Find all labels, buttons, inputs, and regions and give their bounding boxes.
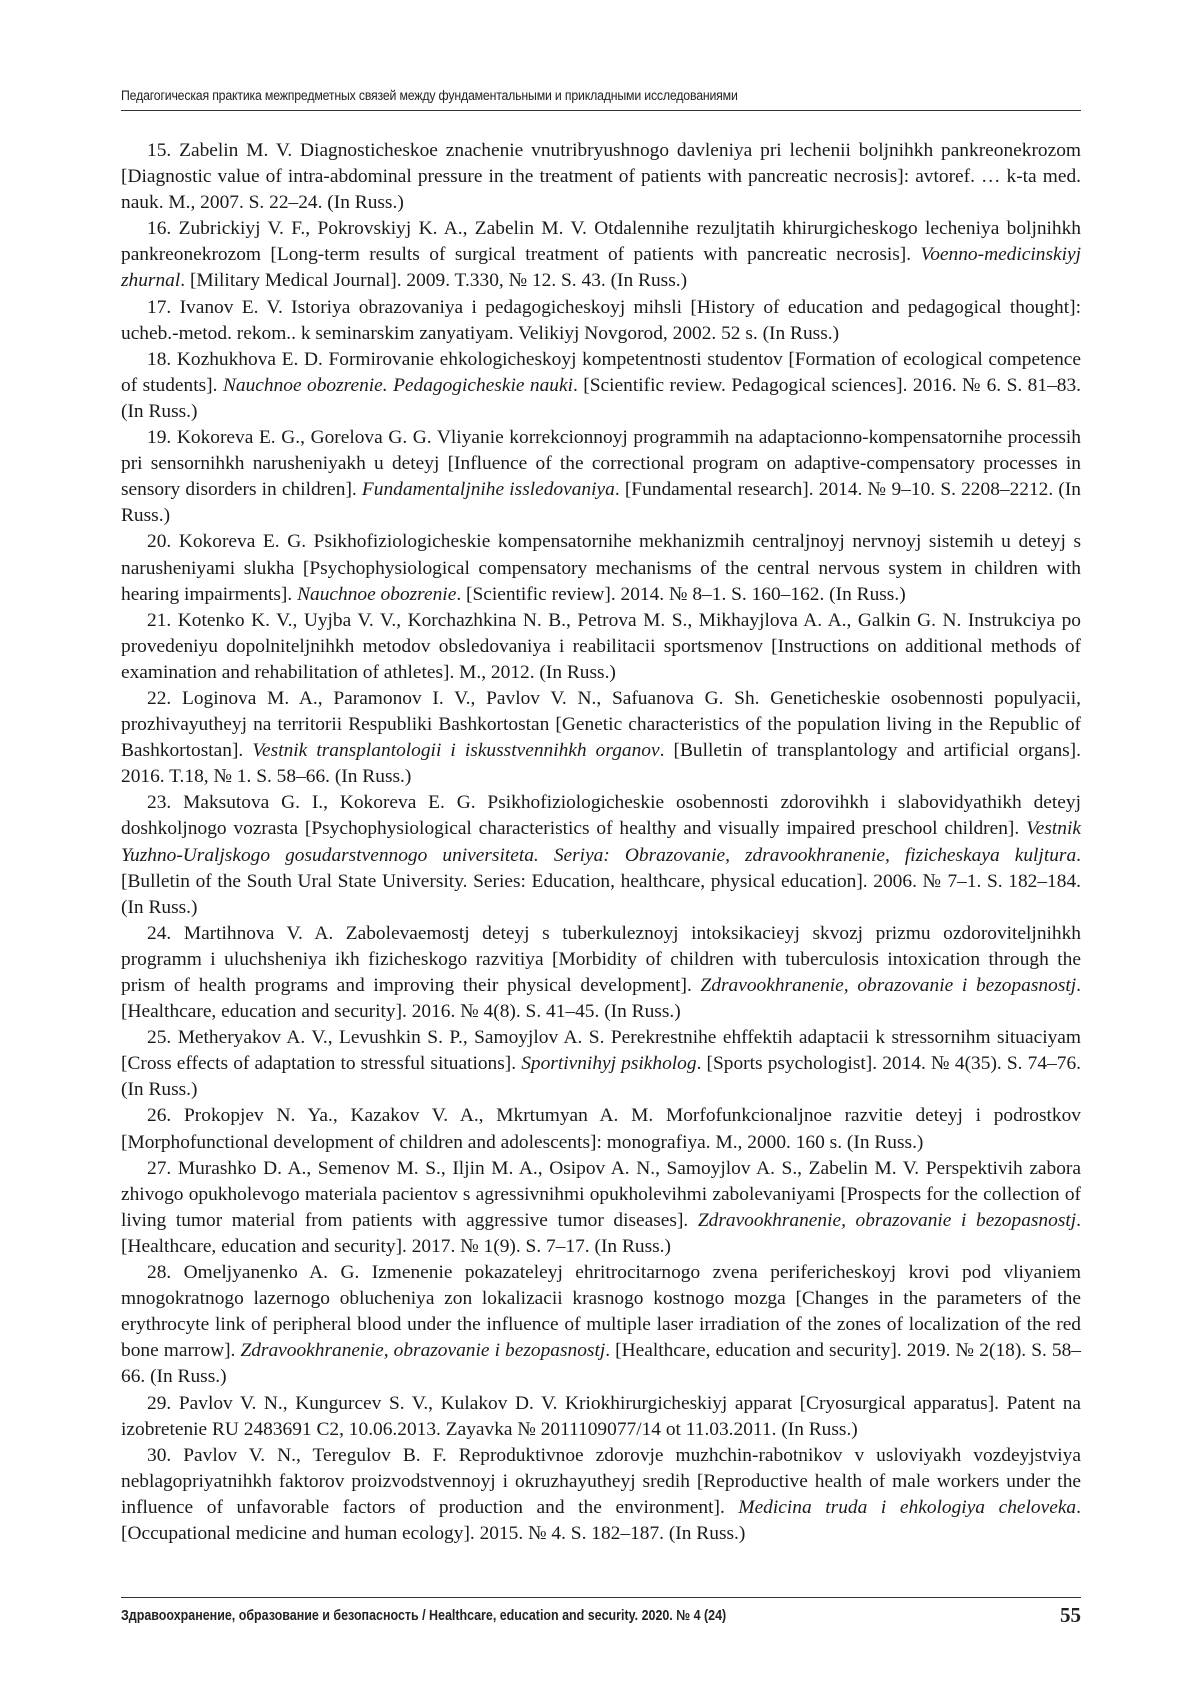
running-header: Педагогическая практика межпредметных связей между фундаментальными и прикладными исследованиями bbox=[121, 88, 738, 103]
reference-item bbox=[121, 686, 1081, 790]
reference-number: 22. bbox=[147, 687, 172, 709]
reference-number: 21. bbox=[147, 609, 172, 631]
reference-text: Maksutova G. I., Kokoreva E. G. Psikhofiziologicheskie osobennosti zdorovihkh i slabovidyathikh deteyj doshkoljnogo vozrasta [Psychophysiological characteristics of healthy and visually impaired preschool children]. bbox=[121, 792, 1081, 840]
reference-item bbox=[121, 1391, 1081, 1443]
header-rule bbox=[121, 110, 1081, 111]
reference-text-tail: . [Healthcare, education and security]. 2017. № 1(9). S. 7–17. (In Russ.) bbox=[121, 1209, 1081, 1257]
reference-number: 16. bbox=[147, 218, 172, 240]
reference-number: 15. bbox=[147, 140, 172, 161]
reference-text-tail: . [Sports psychologist]. 2014. № 4(35). S. 74–76. (In Russ.) bbox=[121, 1053, 1081, 1101]
reference-journal-title: Sportivnihyj psikholog bbox=[521, 1053, 697, 1075]
reference-text: Metheryakov A. V., Levushkin S. P., Samoyjlov A. S. Perekrestnihe ehffektih adaptacii k stressornihm situaciyam [Cross effects of adaptation to stressful situations]. bbox=[121, 1027, 1081, 1075]
reference-number: 24. bbox=[147, 922, 172, 944]
reference-text: Martihnova V. A. Zabolevaemostj deteyj s tuberkuleznoyj intoksikacieyj skvozj prizmu ozdoroviteljnihkh programm i uluchsheniya ikh fizicheskogo razvitiya [Morbidity of children with tuberculosis intoxication through the prism of health programs and improving their physical development]. bbox=[121, 922, 1081, 996]
reference-journal-title: Zdravookhranenie, obrazovanie i bezopasnostj bbox=[697, 1209, 1077, 1231]
reference-journal-title: Zdravookhranenie, obrazovanie i bezopasnostj bbox=[240, 1340, 606, 1362]
reference-number: 23. bbox=[147, 792, 172, 814]
reference-journal-title: Fundamentaljnihe issledovaniya bbox=[361, 479, 615, 501]
reference-text: Kokoreva E. G., Gorelova G. G. Vliyanie korrekcionnoyj programmih na adaptacionno-kompensatornihe processih pri sensornihkh narusheniyakh u deteyj [Influence of the correctional program on adaptive-compensatory processes in sensory disorders in children]. bbox=[121, 427, 1081, 501]
reference-text-tail: . [Healthcare, education and security]. 2016. № 4(8). S. 41–45. (In Russ.) bbox=[121, 975, 1081, 1023]
reference-text: Omeljyanenko A. G. Izmenenie pokazateleyj ehritrocitarnogo zvena perifericheskoyj krovi pod vliyaniem mnogokratnogo lazernogo oblucheniya zon lokalizacii krasnogo kostnogo mozga [Changes in the parameters of the erythrocyte link of peripheral blood under the influence of multiple laser irradiation of the zones of localization of the red bone marrow]. bbox=[121, 1262, 1081, 1362]
reference-journal-title: Zdravookhranenie, obrazovanie i bezopasnostj bbox=[700, 975, 1077, 996]
reference-item bbox=[121, 921, 1081, 1025]
reference-text-tail: . [Bulletin of the South Ural State University. Series: Education, healthcare, physical education]. 2006. № 7–1. S. 182–184. (In Russ.) bbox=[121, 844, 1081, 918]
reference-item bbox=[121, 790, 1081, 920]
reference-number: 25. bbox=[147, 1027, 172, 1049]
reference-text: Zabelin M. V. Diagnosticheskoe znachenie vnutribryushnogo davleniya pri lechenii boljnihkh pankreonekrozom [Diagnostic value of intra-abdominal pressure in the treatment of patients with pancreatic necrosis]: avtoref. … k-ta med. nauk. M., 2007. S. 22–24. (In Russ.) bbox=[121, 140, 1081, 214]
reference-number: 19. bbox=[147, 427, 172, 449]
reference-item bbox=[121, 216, 1081, 294]
reference-list bbox=[121, 138, 1081, 1547]
reference-text: Prokopjev N. Ya., Kazakov V. A., Mkrtumyan A. M. Morfofunkcionaljnoe razvitie deteyj i podrostkov [Morphofunctional development of children and adolescents]: monografiya. M., 2000. 160 s. (In Russ.) bbox=[121, 1105, 1081, 1153]
reference-item bbox=[121, 1156, 1081, 1260]
reference-text: Zubrickiyj V. F., Pokrovskiyj K. A., Zabelin M. V. Otdalennihe rezuljtatih khirurgicheskogo lecheniya boljnihkh pankreonekrozom [Long-term results of surgical treatment of patients with pancreatic necrosis]. bbox=[121, 218, 1081, 266]
reference-text: Kokoreva E. G. Psikhofiziologicheskie kompensatornihe mekhanizmih centraljnoyj nervnoyj sistemih u deteyj s narusheniyami slukha [Psychophysiological compensatory mechanisms of the central nervous system in children with hearing impairments]. bbox=[121, 531, 1081, 605]
reference-text: Kotenko K. V., Uyjba V. V., Korchazhkina N. B., Petrova M. S., Mikhayjlova A. A., Galkin G. N. Instrukciya po provedeniyu dopolniteljnihkh metodov obsledovaniya i reabilitacii sportsmenov [Instructions on additional methods of examination and rehabilitation of athletes]. M., 2012. (In Russ.) bbox=[121, 609, 1081, 683]
reference-text-tail: . [Occupational medicine and human ecology]. 2015. № 4. S. 182–187. (In Russ.) bbox=[121, 1496, 1081, 1544]
reference-item bbox=[121, 425, 1081, 529]
journal-footer: Здравоохранение, образование и безопасность / Healthcare, education and security. 2020. № 4 (24) bbox=[121, 1608, 727, 1624]
reference-text-tail: . [Scientific review. Pedagogical sciences]. 2016. № 6. S. 81–83. (In Russ.) bbox=[121, 374, 1081, 422]
reference-journal-title: Nauchnoe obozrenie. Pedagogicheskie nauki bbox=[222, 374, 573, 396]
reference-text: Ivanov E. V. Istoriya obrazovaniya i pedagogicheskoyj mihsli [History of education and pedagogical thought]: ucheb.-metod. rekom.. k seminarskim zanyatiyam. Velikiyj Novgorod, 2002. 52 s. (In Russ.) bbox=[121, 296, 1081, 344]
reference-journal-title: Voenno-medicinskiyj zhurnal bbox=[121, 244, 1081, 292]
reference-journal-title: Vestnik transplantologii i iskusstvennihkh organov bbox=[252, 740, 660, 762]
reference-text: Murashko D. A., Semenov M. S., Iljin M. A., Osipov A. N., Samoyjlov A. S., Zabelin M. V. Perspektivih zabora zhivogo opukholevogo materiala pacientov s agressivnihmi opukholevihmi zabolevaniyami [Prospects for the collection of living tumor material from patients with aggressive tumor diseases]. bbox=[121, 1157, 1081, 1231]
reference-item bbox=[121, 608, 1081, 686]
reference-number: 27. bbox=[147, 1157, 172, 1179]
reference-text-tail: . [Scientific review]. 2014. № 8–1. S. 160–162. (In Russ.) bbox=[456, 583, 906, 605]
reference-text-tail: . [Healthcare, education and security]. 2019. № 2(18). S. 58–66. (In Russ.) bbox=[121, 1340, 1082, 1388]
reference-item bbox=[121, 529, 1081, 607]
reference-number: 30. bbox=[147, 1444, 172, 1466]
page-number: 55 bbox=[1060, 1603, 1081, 1627]
reference-number: 20. bbox=[147, 531, 172, 553]
reference-item bbox=[121, 1443, 1081, 1547]
reference-text-tail: . [Bulletin of transplantology and artificial organs]. 2016. T.18, № 1. S. 58–66. (In Russ.) bbox=[121, 740, 1081, 788]
reference-item bbox=[121, 138, 1081, 216]
reference-journal-title: Vestnik Yuzhno-Uraljskogo gosudarstvennogo universiteta. Seriya: Obrazovanie, zdravookhranenie, fizicheskaya kuljtura bbox=[121, 818, 1081, 866]
reference-text-tail: . [Military Medical Journal]. 2009. T.330, № 12. S. 43. (In Russ.) bbox=[180, 270, 688, 292]
reference-number: 28. bbox=[147, 1262, 172, 1284]
reference-item bbox=[121, 1260, 1081, 1390]
reference-number: 17. bbox=[147, 296, 172, 318]
reference-text-tail: . [Fundamental research]. 2014. № 9–10. S. 2208–2212. (In Russ.) bbox=[121, 479, 1081, 527]
reference-item bbox=[121, 1103, 1081, 1155]
reference-item bbox=[121, 295, 1081, 347]
reference-number: 29. bbox=[147, 1392, 172, 1414]
reference-journal-title: Medicina truda i ehkologiya cheloveka bbox=[738, 1496, 1077, 1518]
reference-text: Loginova M. A., Paramonov I. V., Pavlov V. N., Safuanova G. Sh. Geneticheskie osobennosti populyacii, prozhivayutheyj na territorii Respubliki Bashkortostan [Genetic characteristics of the population living in the Republic of Bashkortostan]. bbox=[121, 687, 1081, 762]
reference-item bbox=[121, 1025, 1081, 1103]
reference-number: 18. bbox=[147, 348, 172, 370]
reference-journal-title: Nauchnoe obozrenie bbox=[297, 583, 457, 605]
reference-item bbox=[121, 347, 1081, 425]
reference-text: Pavlov V. N., Teregulov B. F. Reproduktivnoe zdorovje muzhchin-rabotnikov v usloviyakh vozdeyjstviya neblagopriyatnihkh faktorov proizvodstvennoyj i okruzhayutheyj sredih [Reproductive health of male workers under the influence of unfavorable factors of production and the environment]. bbox=[121, 1444, 1081, 1518]
reference-text: Kozhukhova E. D. Formirovanie ehkologicheskoyj kompetentnosti studentov [Formation of ecological competence of students]. bbox=[121, 348, 1081, 396]
reference-number: 26. bbox=[147, 1105, 172, 1127]
footer-rule bbox=[121, 1597, 1081, 1598]
reference-text: Pavlov V. N., Kungurcev S. V., Kulakov D. V. Kriokhirurgicheskiyj apparat [Cryosurgical apparatus]. Patent na izobretenie RU 2483691 C2, 10.06.2013. Zayavka № 2011109077/14 ot 11.03.2011. (In Russ.) bbox=[121, 1392, 1081, 1440]
